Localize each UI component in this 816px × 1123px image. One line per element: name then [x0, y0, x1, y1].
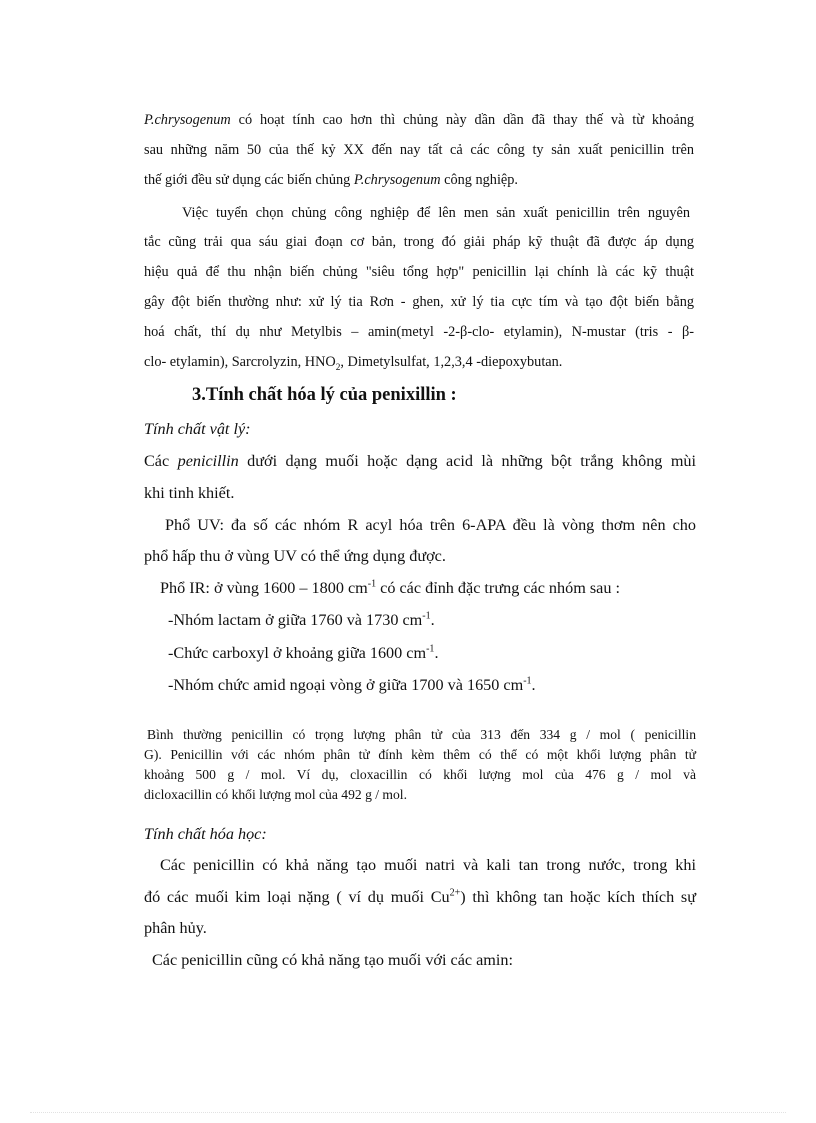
ir-bullet-text: -Nhóm lactam ở giữa 1760 và 1730 cm: [168, 611, 423, 629]
page-bottom-divider: [30, 1112, 786, 1113]
weight-line-2: G). Penicillin với các nhóm phân tử đính kèm thêm có thể có một khối lượng phân tử: [144, 747, 696, 762]
p2-line-6-text: clo- etylamin), Sarcrolyzin, HNO: [144, 354, 336, 370]
p2-line-4: gây đột biến thường như: xử lý tia Rơn - ghen, xử lý tia cực tím và tạo đột biến bằng: [144, 294, 694, 310]
p2-line-5: hoá chất, thí dụ như Metylbis – amin(metyl -2-β-clo- etylamin), N-mustar (tris - β-: [144, 324, 694, 340]
chemical-properties-title: Tính chất hóa học:: [144, 825, 267, 843]
superscript: -1: [523, 675, 532, 687]
p2-line-3: hiệu quả để thu nhận biến chủng "siêu tổng hợp" penicillin lại chính là các kỹ thuật: [144, 264, 694, 280]
ir-bullet-end: .: [434, 644, 439, 662]
penicillin-term: penicillin: [177, 452, 239, 470]
superscript: -1: [422, 610, 431, 622]
chemical-line-2: [144, 888, 696, 907]
chemical-line-3: phân hủy.: [144, 919, 207, 937]
p2-line-1: Việc tuyển chọn chủng công nghiệp để lên men sản xuất penicillin trên nguyên: [182, 205, 690, 221]
chemical-line-2-text: đó các muối kim loại nặng ( ví dụ muối Cu: [144, 888, 450, 906]
p2-line-6-end: , Dimetylsulfat, 1,2,3,4 -diepoxybutan.: [340, 354, 563, 370]
species-name: P.chrysogenum: [353, 172, 441, 188]
chemical-line-2-end: ) thì không tan hoặc kích thích sự: [460, 888, 696, 906]
p1-line-1-text: có hoạt tính cao hơn thì chủng này dần dần đã thay thế và từ khoảng: [230, 112, 694, 128]
ir-line-end: có các đỉnh đặc trưng các nhóm sau :: [376, 579, 620, 597]
superscript: -1: [426, 643, 435, 655]
ir-bullet-carboxyl: [168, 644, 438, 663]
ir-bullet-text: -Nhóm chức amid ngoại vòng ở giữa 1700 và 1650 cm: [168, 676, 524, 694]
p1-line-3-text: thế giới đều sử dụng các biến chủng: [144, 172, 354, 188]
weight-line-3: khoảng 500 g / mol. Ví dụ, cloxacillin có khối lượng mol của 476 g / mol và: [144, 767, 696, 782]
chemical-line-4: Các penicillin cũng có khả năng tạo muối với các amin:: [152, 951, 513, 969]
uv-line-1: Phổ UV: đa số các nhóm R acyl hóa trên 6-APA đều là vòng thơm nên cho: [165, 516, 696, 534]
ir-line-text: Phổ IR: ở vùng 1600 – 1800 cm: [160, 579, 368, 597]
p2-line-2: tắc cũng trải qua sáu giai đoạn cơ bản, trong đó giải pháp kỹ thuật đã được áp dụng: [144, 234, 694, 250]
superscript: 2+: [449, 887, 461, 899]
p1-line-1: [144, 112, 694, 129]
section-heading: 3.Tính chất hóa lý của penixillin :: [192, 385, 457, 405]
physical-line-1: [144, 452, 696, 471]
ir-bullet-text: -Chức carboxyl ở khoảng giữa 1600 cm: [168, 644, 427, 662]
ir-bullet-amid: [168, 676, 536, 695]
chemical-line-1: Các penicillin có khả năng tạo muối natri và kali tan trong nước, trong khi: [160, 856, 696, 874]
species-name: P.chrysogenum: [144, 112, 231, 128]
weight-line-1: Bình thường penicillin có trọng lượng phân tử của 313 đến 334 g / mol ( penicillin: [147, 727, 696, 742]
ir-bullet-end: .: [531, 676, 536, 694]
p1-line-3-end: công nghiệp.: [440, 172, 518, 188]
ir-bullet-end: .: [430, 611, 435, 629]
uv-line-2: phổ hấp thu ở vùng UV có thể ứng dụng được.: [144, 547, 446, 565]
ir-line: [160, 579, 620, 598]
physical-properties-title: Tính chất vật lý:: [144, 420, 251, 438]
physical-line-2: khi tinh khiết.: [144, 484, 235, 502]
weight-line-4: dicloxacillin có khối lượng mol của 492 g / mol.: [144, 787, 407, 802]
physical-line-1-end: dưới dạng muối hoặc dạng acid là những bột trắng không mùi: [238, 452, 697, 470]
ir-bullet-lactam: [168, 611, 435, 630]
p1-line-3: [144, 172, 518, 189]
p2-line-6: [144, 354, 562, 371]
physical-line-1-text: Các: [144, 452, 178, 470]
superscript: -1: [367, 578, 377, 590]
subscript: 2: [335, 362, 341, 373]
p1-line-2: sau những năm 50 của thế kỷ XX đến nay tất cả các công ty sản xuất penicillin trên: [144, 142, 694, 158]
